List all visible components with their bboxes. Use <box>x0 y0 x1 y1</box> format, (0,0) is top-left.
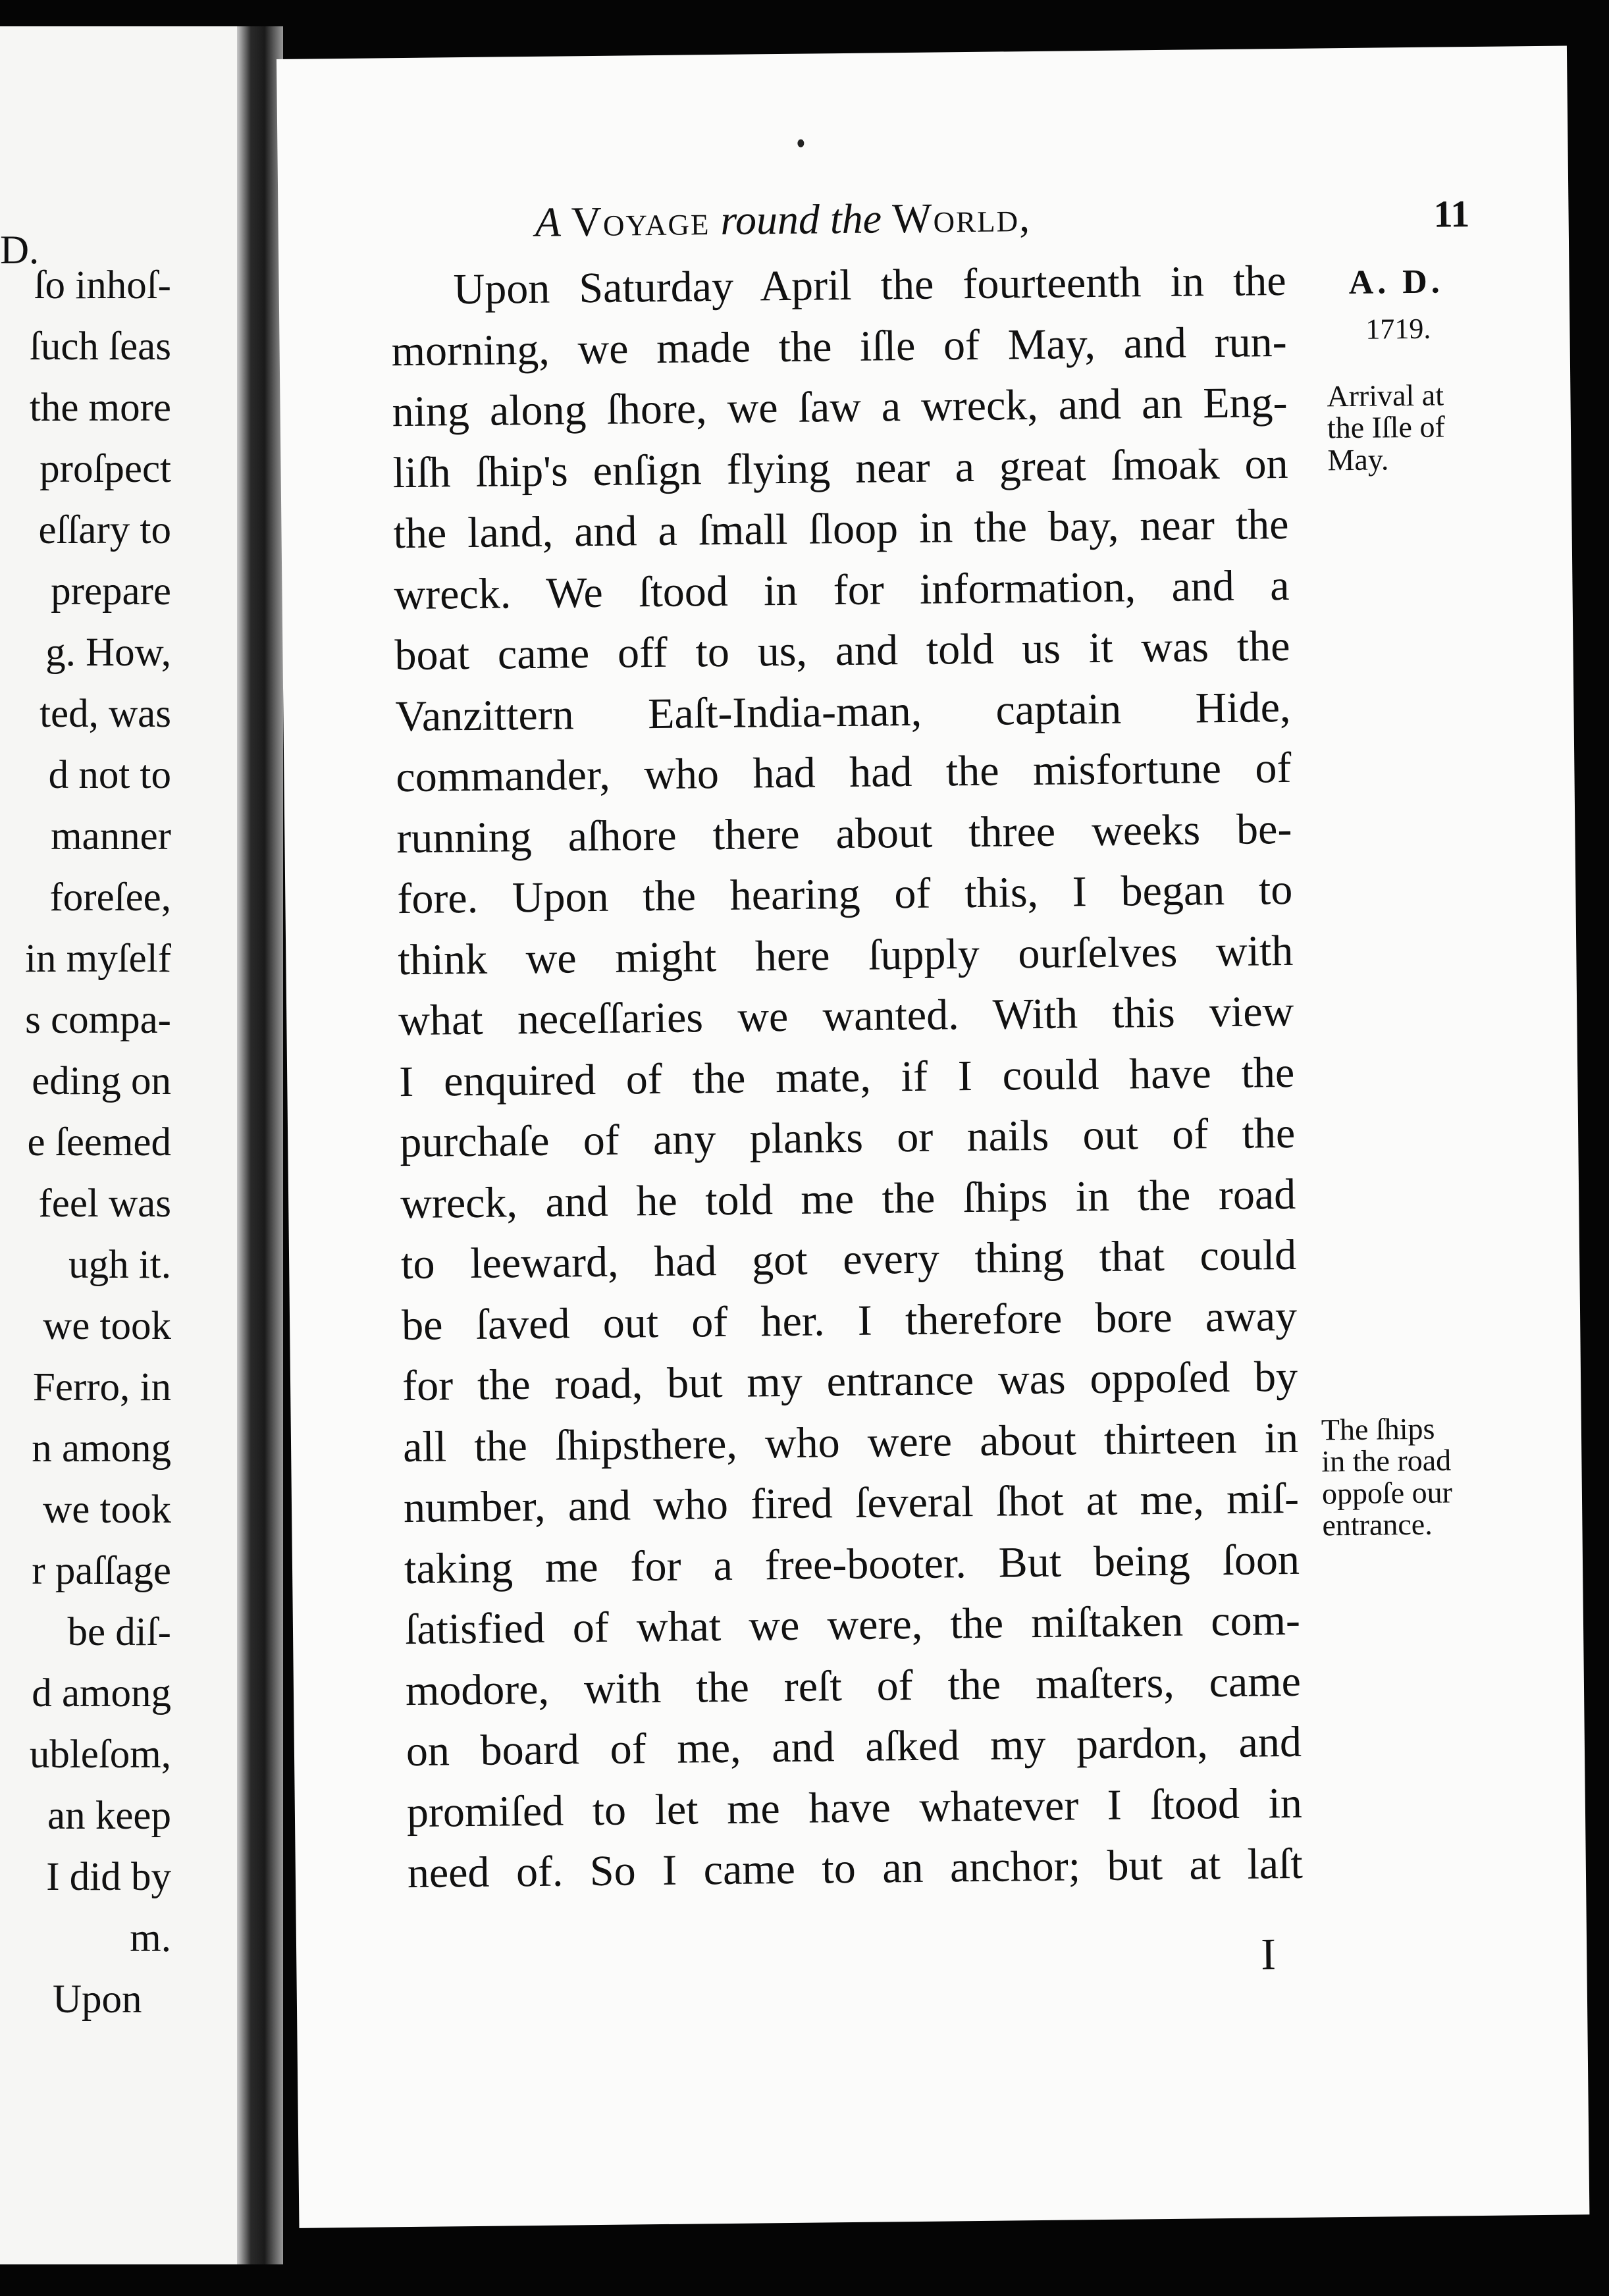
margin-note-line: May. <box>1327 442 1389 477</box>
body-line: liſh ſhip's enſign flying near a great ſmoak on <box>392 439 1288 497</box>
left-page-line: ugh it. <box>68 1243 171 1287</box>
left-page-line: n among <box>32 1426 171 1471</box>
margin-note-line: The ſhips <box>1321 1411 1435 1447</box>
left-page-line: D. <box>0 228 40 273</box>
body-line: modore, with the reſt of the maſters, came <box>405 1657 1302 1715</box>
left-page-line: we took <box>43 1488 171 1532</box>
header-article: A <box>535 198 562 246</box>
left-page-line: we took <box>43 1304 171 1348</box>
margin-note-ships <box>1321 1413 1453 1541</box>
left-page-line: proſpect <box>40 447 171 491</box>
body-line: ning along ſhore, we ſaw a wreck, and an Eng- <box>392 378 1288 436</box>
left-page-line: manner <box>51 814 171 858</box>
body-line: purchaſe of any planks or nails out of the <box>399 1109 1296 1167</box>
right-page <box>277 45 1589 2228</box>
body-line: fore. Upon the hearing of this, I began to <box>396 865 1293 924</box>
margin-note-line: the Iſle of <box>1327 409 1446 445</box>
left-page-line: foreſee, <box>49 875 171 920</box>
body-line: taking me for a free-booter. But being ſoon <box>404 1535 1300 1593</box>
body-line: Vanzittern Eaſt-India-man, captain Hide, <box>395 683 1291 741</box>
left-page-text <box>0 26 237 2264</box>
left-page-line: Ferro, in <box>32 1365 171 1409</box>
left-page-line: eding on <box>32 1059 171 1103</box>
left-page-line: g. How, <box>45 631 171 675</box>
body-line: commander, who had had the misfortune of <box>396 743 1292 802</box>
left-page-line: an keep <box>47 1794 171 1838</box>
left-page-line: ubleſom, <box>29 1733 171 1777</box>
left-page-line: be diſ- <box>67 1610 171 1654</box>
body-line: ſatisfied of what we were, the miſtaken com- <box>404 1596 1301 1654</box>
book-gutter <box>237 26 283 2264</box>
margin-note-line: in the road <box>1321 1443 1452 1478</box>
left-page-line: Upon <box>53 1977 142 2022</box>
left-page-line: d among <box>32 1671 171 1715</box>
header-world: World, <box>891 194 1032 242</box>
left-page-line: I did by <box>46 1855 171 1899</box>
left-page-line: the more <box>29 386 171 430</box>
margin-note-line: Arrival at <box>1327 378 1444 413</box>
margin-year: 1719. <box>1365 312 1431 346</box>
margin-year-label: A. D. <box>1348 263 1444 301</box>
left-page-line: d not to <box>48 753 171 797</box>
ink-speck <box>797 140 804 147</box>
left-page-line: eſſary to <box>38 508 171 552</box>
left-page-line: ſuch ſeas <box>29 325 171 369</box>
left-page-line: r paſſage <box>32 1549 171 1593</box>
running-header <box>535 188 1523 247</box>
body-line: running aſhore there about three weeks be- <box>396 804 1292 862</box>
left-page-line: e ſeemed <box>27 1120 171 1164</box>
body-line: boat came off to us, and told us it was the <box>394 621 1290 680</box>
body-line: number, and who fired ſeveral ſhot at me, miſ- <box>403 1474 1300 1532</box>
body-line: for the road, but my entrance was oppoſed by <box>402 1352 1298 1411</box>
body-line: need of. So I came to an anchor; but at laſt <box>407 1839 1304 1898</box>
body-line: I enquired of the mate, if I could have the <box>398 1048 1295 1106</box>
margin-note-line: oppoſe our <box>1321 1475 1453 1511</box>
left-page-line: s compa- <box>25 998 171 1042</box>
body-line: be ſaved out of her. I therefore bore away <box>401 1292 1298 1349</box>
margin-note-line: entrance. <box>1322 1507 1433 1542</box>
page-number: 11 <box>1433 192 1470 236</box>
body-text <box>390 256 1331 2047</box>
body-line: what neceſſaries we wanted. With this view <box>398 987 1294 1045</box>
header-voyage: Voyage <box>571 197 710 246</box>
left-page-line: feel was <box>38 1182 171 1226</box>
body-line: morning, we made the iſle of May, and run- <box>391 317 1287 375</box>
body-line: the land, and a ſmall ſloop in the bay, near the <box>393 500 1289 558</box>
left-facing-page <box>0 26 237 2264</box>
body-line: think we might here ſupply ourſelves with <box>397 926 1294 984</box>
body-line: all the ſhipsthere, who were about thirteen in <box>402 1413 1299 1471</box>
body-line: wreck, and he told me the ſhips in the road <box>400 1170 1296 1228</box>
catchword: I <box>1260 1929 1277 1979</box>
body-line: to leeward, had got every thing that could <box>400 1230 1297 1289</box>
left-page-line: ſo inhoſ- <box>34 263 171 307</box>
left-page-line: in myſelf <box>25 937 171 981</box>
header-round-the: round the <box>720 195 882 244</box>
left-page-line: prepare <box>51 569 171 613</box>
left-page-line: ted, was <box>40 692 171 736</box>
body-line: wreck. We ſtood in for information, and a <box>394 561 1290 619</box>
left-page-line: m. <box>130 1916 171 1960</box>
margin-note-arrival <box>1327 379 1445 476</box>
body-line: on board of me, and aſked my pardon, and <box>406 1717 1302 1776</box>
body-line: Upon Saturday April the fourteenth in the <box>453 256 1286 314</box>
body-line: promiſed to let me have whatever I ſtood in <box>406 1779 1303 1837</box>
